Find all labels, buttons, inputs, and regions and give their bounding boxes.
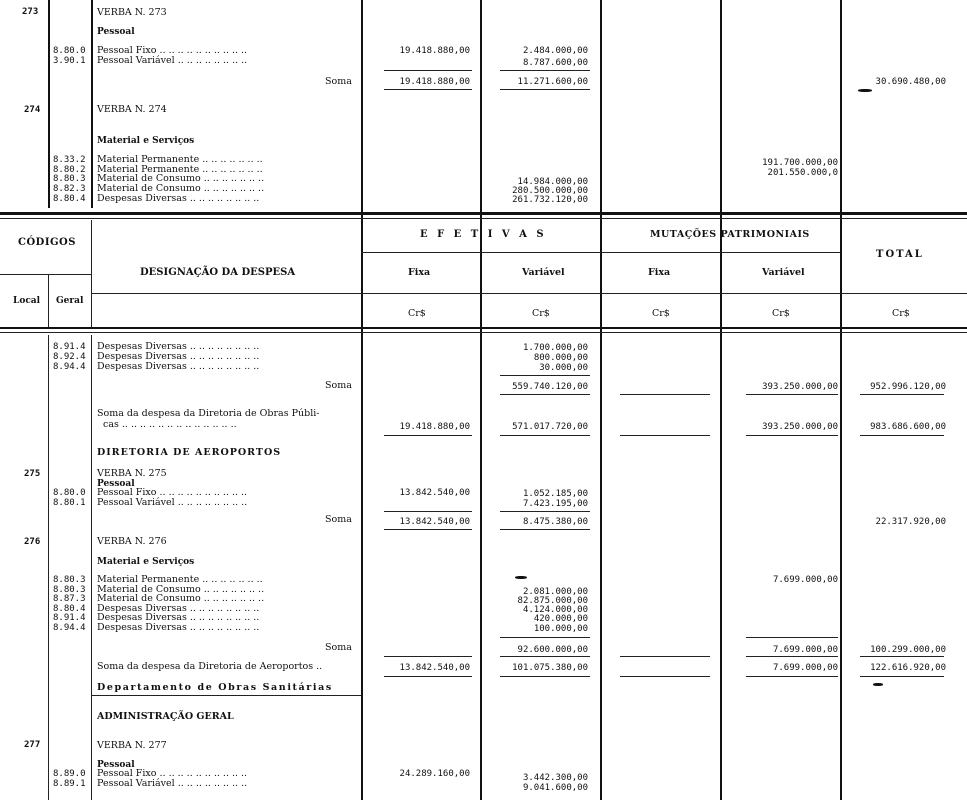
underline <box>746 637 838 638</box>
value-var: 420.000,00 <box>533 614 588 624</box>
soma-var: 559.740.120,00 <box>512 382 588 392</box>
pessoal-277: Pessoal <box>97 760 135 770</box>
soma-aero-var: 101.075.380,00 <box>512 663 588 673</box>
value-var: 2.081.000,00 <box>522 587 588 597</box>
soma-var: 11.271.600,00 <box>517 77 588 87</box>
local-274: 274 <box>24 105 41 115</box>
col-rule-mfixa <box>720 0 722 800</box>
soma-label: Soma <box>325 380 352 391</box>
row-desc: Pessoal Fixo .. .. .. .. .. .. .. .. .. .. <box>97 487 248 498</box>
section-rule <box>91 695 361 696</box>
underline <box>384 70 472 71</box>
geral-code: 8.33.2 <box>53 155 86 165</box>
soma-mvar: 7.699.000,00 <box>772 645 838 655</box>
row-desc: Material Permanente .. .. .. .. .. .. .. <box>97 154 263 165</box>
underline <box>500 70 590 71</box>
value-var: 82.875.000,00 <box>517 596 588 606</box>
value-mvar: 7.699.000,00 <box>772 575 838 585</box>
verba-275: VERBA N. 275 <box>97 468 167 479</box>
row-desc: Material de Consumo .. .. .. .. .. .. .. <box>97 584 265 595</box>
row-desc: Despesas Diversas .. .. .. .. .. .. .. .. <box>97 603 260 614</box>
underline <box>384 435 472 436</box>
underline <box>860 656 944 657</box>
geral-code: 8.80.0 <box>53 46 86 56</box>
row-desc: Despesas Diversas .. .. .. .. .. .. .. .. <box>97 341 260 352</box>
geral-code: 8.80.2 <box>53 165 86 175</box>
underline <box>384 511 472 512</box>
geral-code: 8.80.4 <box>53 194 86 204</box>
local-273: 273 <box>22 7 39 17</box>
underline <box>860 435 944 436</box>
soma-total: 952.996.120,00 <box>870 382 946 392</box>
soma-aero-mvar: 7.699.000,00 <box>772 663 838 673</box>
soma-aero-total: 122.616.920,00 <box>870 663 946 673</box>
geral-code: 8.87.3 <box>53 594 86 604</box>
row-desc: Pessoal Fixo .. .. .. .. .. .. .. .. .. .. <box>97 768 248 779</box>
value-var: 280.500.000,00 <box>512 186 588 196</box>
row-desc: Pessoal Fixo .. .. .. .. .. .. .. .. .. .. <box>97 45 248 56</box>
geral-code: 8.94.4 <box>53 362 86 372</box>
row-desc: Material de Consumo .. .. .. .. .. .. .. <box>97 173 265 184</box>
section-administracao-geral: ADMINISTRAÇÃO GERAL <box>97 711 234 722</box>
underline <box>500 676 590 677</box>
geral-code: 8.91.4 <box>53 613 86 623</box>
soma-var: 8.475.380,00 <box>522 517 588 527</box>
soma-fixa: 19.418.880,00 <box>399 77 470 87</box>
soma-aero-fixa: 13.842.540,00 <box>399 663 470 673</box>
soma-dop-var: 571.017.720,00 <box>512 422 588 432</box>
underline <box>500 435 590 436</box>
value-var: 3.442.300,00 <box>522 773 588 783</box>
row-desc: Pessoal Variável .. .. .. .. .. .. .. .. <box>97 55 248 66</box>
underline <box>860 676 944 677</box>
geral-code: 8.80.0 <box>53 488 86 498</box>
col-rule-local <box>48 0 50 208</box>
geral-code: 8.80.3 <box>53 575 86 585</box>
soma-fixa: 13.842.540,00 <box>399 517 470 527</box>
col-rule-mvar <box>840 0 842 800</box>
value-var: 14.984.000,00 <box>517 177 588 187</box>
local-276: 276 <box>24 537 41 547</box>
soma-dop-line2: cas .. .. .. .. .. .. .. .. .. .. .. .. .. <box>103 419 237 430</box>
value-var: 100.000,00 <box>533 624 588 634</box>
header-rule <box>361 252 840 253</box>
col-rule-fixa <box>480 0 482 800</box>
fixa-header: Fixa <box>648 267 671 278</box>
geral-code: 3.90.1 <box>53 56 86 66</box>
row-desc: Pessoal Variável .. .. .. .. .. .. .. .. <box>97 778 248 789</box>
underline <box>620 676 710 677</box>
geral-code: 8.80.3 <box>53 174 86 184</box>
value-mvar: 201.550.000,0 <box>767 168 838 178</box>
header-rule <box>91 293 361 294</box>
value-var: 9.041.600,00 <box>522 783 588 793</box>
variavel-header: Variável <box>762 267 805 278</box>
row-desc: Material Permanente .. .. .. .. .. .. .. <box>97 574 263 585</box>
soma-label: Soma <box>325 514 352 525</box>
verba-273: VERBA N. 273 <box>97 7 167 18</box>
verba-274: VERBA N. 274 <box>97 104 167 115</box>
value-fixa: 24.289.160,00 <box>399 769 470 779</box>
underline <box>500 637 590 638</box>
soma-total: 100.299.000,00 <box>870 645 946 655</box>
ink-mark <box>858 89 872 92</box>
underline <box>500 529 590 530</box>
underline <box>746 435 838 436</box>
designacao-header: DESIGNAÇÃO DA DESPESA <box>140 267 296 278</box>
value-fixa: 19.418.880,00 <box>399 46 470 56</box>
header-top-rule <box>0 212 967 215</box>
col-rule-var <box>600 0 602 800</box>
header-rule <box>0 274 91 275</box>
geral-code: 8.94.4 <box>53 623 86 633</box>
underline <box>620 656 710 657</box>
underline <box>384 89 472 90</box>
soma-aeroportos: Soma da despesa da Diretoria de Aeroportos .. <box>97 661 323 672</box>
verba-277: VERBA N. 277 <box>97 740 167 751</box>
fixa-header: Fixa <box>408 267 431 278</box>
geral-code: 8.92.4 <box>53 352 86 362</box>
col-rule-geral-lower <box>91 335 92 800</box>
underline <box>384 656 472 657</box>
currency-label: Cr$ <box>652 308 670 319</box>
row-desc: Material Permanente .. .. .. .. .. .. .. <box>97 164 263 175</box>
currency-label: Cr$ <box>532 308 550 319</box>
underline <box>620 394 710 395</box>
soma-label: Soma <box>325 642 352 653</box>
value-var: 1.700.000,00 <box>522 343 588 353</box>
geral-code: 8.91.4 <box>53 342 86 352</box>
header-bottom-rule <box>0 327 967 329</box>
geral-code: 8.89.1 <box>53 779 86 789</box>
soma-total: 22.317.920,00 <box>875 517 946 527</box>
underline <box>500 394 590 395</box>
soma-mvar: 393.250.000,00 <box>762 382 838 392</box>
material-276: Material e Serviços <box>97 557 195 567</box>
col-rule-local-lower <box>48 335 49 800</box>
underline <box>746 394 838 395</box>
value-var: 800.000,00 <box>533 353 588 363</box>
value-fixa: 13.842.540,00 <box>399 488 470 498</box>
row-desc: Material de Consumo .. .. .. .. .. .. .. <box>97 183 265 194</box>
soma-dop-fixa: 19.418.880,00 <box>399 422 470 432</box>
verba-276: VERBA N. 276 <box>97 536 167 547</box>
underline <box>746 676 838 677</box>
total-header: TOTAL <box>876 249 924 260</box>
geral-code: 8.89.0 <box>53 769 86 779</box>
underline <box>500 375 590 376</box>
soma-label: Soma <box>325 76 352 87</box>
header-bottom-rule2 <box>0 332 967 333</box>
soma-dop-mvar: 393.250.000,00 <box>762 422 838 432</box>
underline <box>746 656 838 657</box>
codigos-header: CÓDIGOS <box>18 237 76 248</box>
local-275: 275 <box>24 469 41 479</box>
row-desc: Despesas Diversas .. .. .. .. .. .. .. .. <box>97 193 260 204</box>
underline <box>500 656 590 657</box>
section-diretoria-aeroportos: DIRETORIA DE AEROPORTOS <box>97 447 282 458</box>
col-rule-geral-hdr <box>91 220 92 327</box>
currency-label: Cr$ <box>892 308 910 319</box>
local-header: Local <box>13 296 41 306</box>
col-rule-geral <box>91 0 93 208</box>
soma-total: 30.690.480,00 <box>875 77 946 87</box>
value-var: 4.124.000,00 <box>522 605 588 615</box>
geral-code: 8.80.4 <box>53 604 86 614</box>
material-274: Material e Serviços <box>97 136 195 146</box>
col-rule-local-hdr <box>48 275 49 327</box>
header-top-rule2 <box>0 218 967 219</box>
pessoal-275: Pessoal <box>97 479 135 489</box>
currency-label: Cr$ <box>408 308 426 319</box>
geral-code: 8.80.1 <box>53 498 86 508</box>
value-var: 1.052.185,00 <box>522 489 588 499</box>
ink-mark <box>515 576 527 579</box>
header-rule <box>361 293 967 294</box>
soma-dop-total: 983.686.600,00 <box>870 422 946 432</box>
currency-label: Cr$ <box>772 308 790 319</box>
value-var: 261.732.120,00 <box>512 195 588 205</box>
ink-mark <box>873 683 883 686</box>
geral-code: 8.82.3 <box>53 184 86 194</box>
value-var: 7.423.195,00 <box>522 499 588 509</box>
row-desc: Despesas Diversas .. .. .. .. .. .. .. .. <box>97 622 260 633</box>
efetivas-header: E F E T I V A S <box>420 229 547 240</box>
pessoal-273: Pessoal <box>97 27 135 37</box>
local-277: 277 <box>24 740 41 750</box>
underline <box>500 511 590 512</box>
section-departamento-obras-sanitarias: Departamento de Obras Sanitárias <box>97 682 333 693</box>
row-desc: Despesas Diversas .. .. .. .. .. .. .. .. <box>97 612 260 623</box>
value-mvar: 191.700.000,00 <box>762 158 838 168</box>
geral-code: 8.80.3 <box>53 585 86 595</box>
underline <box>384 676 472 677</box>
soma-dop-line1: Soma da despesa da Diretoria de Obras Públi- <box>97 408 320 419</box>
row-desc: Pessoal Variável .. .. .. .. .. .. .. .. <box>97 497 248 508</box>
value-var: 30.000,00 <box>539 363 588 373</box>
underline <box>384 529 472 530</box>
geral-header: Geral <box>56 296 84 306</box>
value-var: 8.787.600,00 <box>522 58 588 68</box>
mutacoes-header: MUTAÇÕES PATRIMONIAIS <box>650 229 810 240</box>
underline <box>500 89 590 90</box>
underline <box>620 435 710 436</box>
col-rule-desig <box>361 0 363 800</box>
variavel-header: Variável <box>522 267 565 278</box>
row-desc: Material de Consumo .. .. .. .. .. .. .. <box>97 593 265 604</box>
row-desc: Despesas Diversas .. .. .. .. .. .. .. .. <box>97 351 260 362</box>
underline <box>860 394 944 395</box>
row-desc: Despesas Diversas .. .. .. .. .. .. .. .. <box>97 361 260 372</box>
value-var: 2.484.000,00 <box>522 46 588 56</box>
soma-var: 92.600.000,00 <box>517 645 588 655</box>
